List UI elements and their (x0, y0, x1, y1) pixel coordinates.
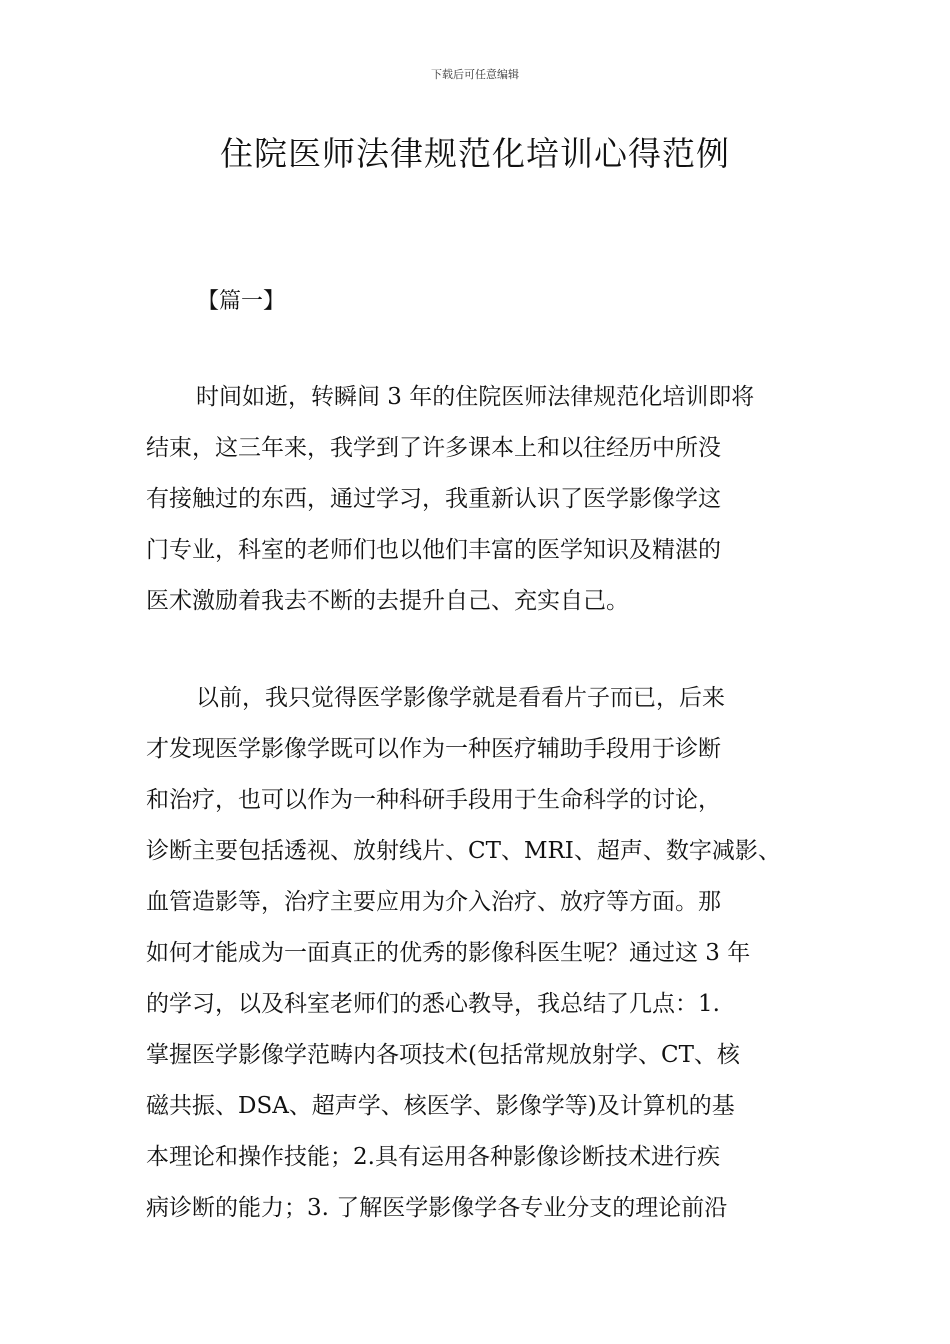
paragraph-line: 才发现医学影像学既可以作为一种医疗辅助手段用于诊断 (146, 736, 721, 762)
paragraph-line: 以前，我只觉得医学影像学就是看看片子而已，后来 (196, 685, 725, 711)
paragraph-line: 病诊断的能力；3. 了解医学影像学各专业分支的理论前沿 (146, 1195, 728, 1221)
document-title: 住院医师法律规范化培训心得范例 (220, 134, 730, 173)
paragraph-line: 如何才能成为一面真正的优秀的影像科医生呢？通过这 3 年 (146, 940, 751, 966)
paragraph-line: 掌握医学影像学范畴内各项技术(包括常规放射学、CT、核 (146, 1042, 740, 1068)
section-label: 【篇一】 (197, 289, 286, 314)
paragraph-line: 和治疗，也可以作为一种科研手段用于生命科学的讨论， (146, 787, 721, 813)
paragraph-line: 本理论和操作技能；2.具有运用各种影像诊断技术进行疾 (146, 1144, 720, 1170)
paragraph-line: 结束，这三年来，我学到了许多课本上和以往经历中所没 (146, 435, 721, 461)
paragraph-line: 的学习，以及科室老师们的悉心教导，我总结了几点：1. (146, 991, 720, 1017)
paragraph-line: 有接触过的东西，通过学习，我重新认识了医学影像学这 (146, 486, 721, 512)
paragraph-2 (146, 673, 818, 1234)
paragraph-line: 血管造影等，治疗主要应用为介入治疗、放疗等方面。那 (146, 889, 721, 915)
paragraph-1 (146, 372, 818, 627)
header-note: 下载后可任意编辑 (431, 68, 519, 81)
paragraph-line: 门专业，科室的老师们也以他们丰富的医学知识及精湛的 (146, 537, 721, 563)
paragraph-line: 医术激励着我去不断的去提升自己、充实自己。 (146, 588, 629, 614)
paragraph-line: 磁共振、DSA、超声学、核医学、影像学等)及计算机的基 (146, 1093, 735, 1119)
paragraph-line: 诊断主要包括透视、放射线片、CT、MRI、超声、数字减影、 (146, 838, 781, 864)
paragraph-line: 时间如逝，转瞬间 3 年的住院医师法律规范化培训即将 (196, 384, 755, 410)
